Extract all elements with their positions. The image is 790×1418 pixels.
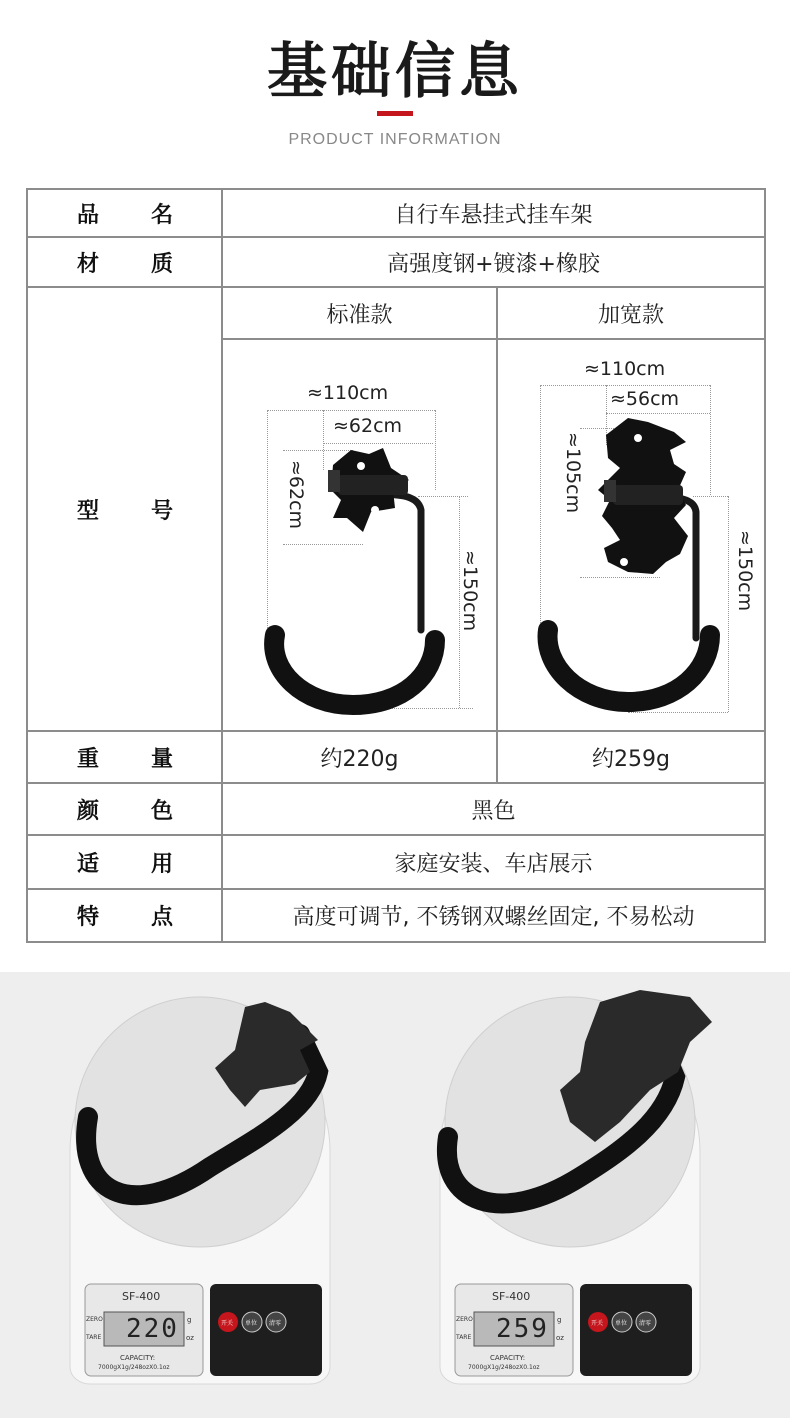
- scale-right-unit-oz: oz: [556, 1334, 564, 1342]
- wide-plate-height: ≈105cm: [562, 432, 584, 514]
- spec-table: [26, 188, 766, 943]
- scale-left-model: SF-400: [122, 1290, 161, 1303]
- title-accent-bar: [377, 111, 413, 116]
- scale-right-zero: ZERO: [456, 1316, 473, 1323]
- weight-standard: 约220g: [320, 746, 399, 772]
- scale-left-tare: TARE: [86, 1334, 102, 1341]
- model-label: 型 号: [76, 498, 174, 524]
- scale-left-unit-g: g: [187, 1316, 192, 1324]
- scale-left-button-1: 开关: [221, 1320, 234, 1327]
- wide-hook-icon: [498, 340, 764, 730]
- scale-right-button-3: 清零: [639, 1320, 652, 1327]
- scale-right-button-1: 开关: [591, 1320, 604, 1327]
- std-total-width: ≈110cm: [307, 382, 389, 404]
- scale-left-button-2: 单位: [245, 1320, 258, 1327]
- std-plate-width: ≈62cm: [333, 415, 403, 437]
- usage-value: 家庭安装、车店展示: [394, 851, 593, 877]
- scale-left: [70, 997, 330, 1384]
- material-label: 材 质: [76, 251, 174, 277]
- std-plate-height: ≈62cm: [285, 460, 307, 530]
- scale-left-capacity: CAPACITY:: [120, 1354, 156, 1362]
- scale-right: [440, 990, 712, 1384]
- model-wide-name: 加宽款: [597, 302, 664, 328]
- standard-hook-diagram: [223, 340, 496, 730]
- scale-left-reading: 220: [126, 1314, 179, 1344]
- scale-right-reading: 259: [496, 1314, 549, 1344]
- scale-left-unit-oz: oz: [186, 1334, 194, 1342]
- color-label: 颜 色: [76, 798, 174, 824]
- wide-hook-diagram: [498, 340, 764, 730]
- features-label: 特 点: [76, 905, 174, 930]
- scale-left-button-3: 清零: [269, 1320, 282, 1327]
- name-label: 品 名: [76, 202, 174, 228]
- material-value: 高强度钢+镀漆+橡胶: [387, 251, 600, 277]
- page-subtitle: PRODUCT INFORMATION: [288, 131, 502, 148]
- scale-left-zero: ZERO: [86, 1316, 103, 1323]
- scale-right-button-2: 单位: [615, 1320, 628, 1327]
- weight-wide: 约259g: [592, 746, 670, 772]
- scale-right-model: SF-400: [492, 1290, 531, 1303]
- page-title: 基础信息: [267, 37, 523, 107]
- scale-right-capacity-value: 7000gX1g/248ozX0.1oz: [468, 1364, 540, 1371]
- model-standard-name: 标准款: [326, 302, 393, 328]
- std-height: ≈150cm: [459, 550, 481, 632]
- weight-label: 重 量: [76, 746, 174, 772]
- scale-left-capacity-value: 7000gX1g/248ozX0.1oz: [98, 1364, 170, 1371]
- scale-right-unit-g: g: [557, 1316, 562, 1324]
- color-value: 黑色: [471, 798, 516, 824]
- usage-label: 适 用: [76, 851, 174, 877]
- scale-right-capacity: CAPACITY:: [490, 1354, 526, 1362]
- features-value: 高度可调节, 不锈钢双螺丝固定, 不易松动: [292, 905, 695, 930]
- standard-hook-icon: [223, 340, 496, 730]
- wide-height: ≈150cm: [734, 530, 756, 612]
- wide-total-width: ≈110cm: [584, 358, 666, 380]
- scale-photo: [0, 972, 790, 1418]
- name-value: 自行车悬挂式挂车架: [394, 202, 593, 228]
- wide-plate-width: ≈56cm: [610, 388, 680, 410]
- scale-right-tare: TARE: [456, 1334, 472, 1341]
